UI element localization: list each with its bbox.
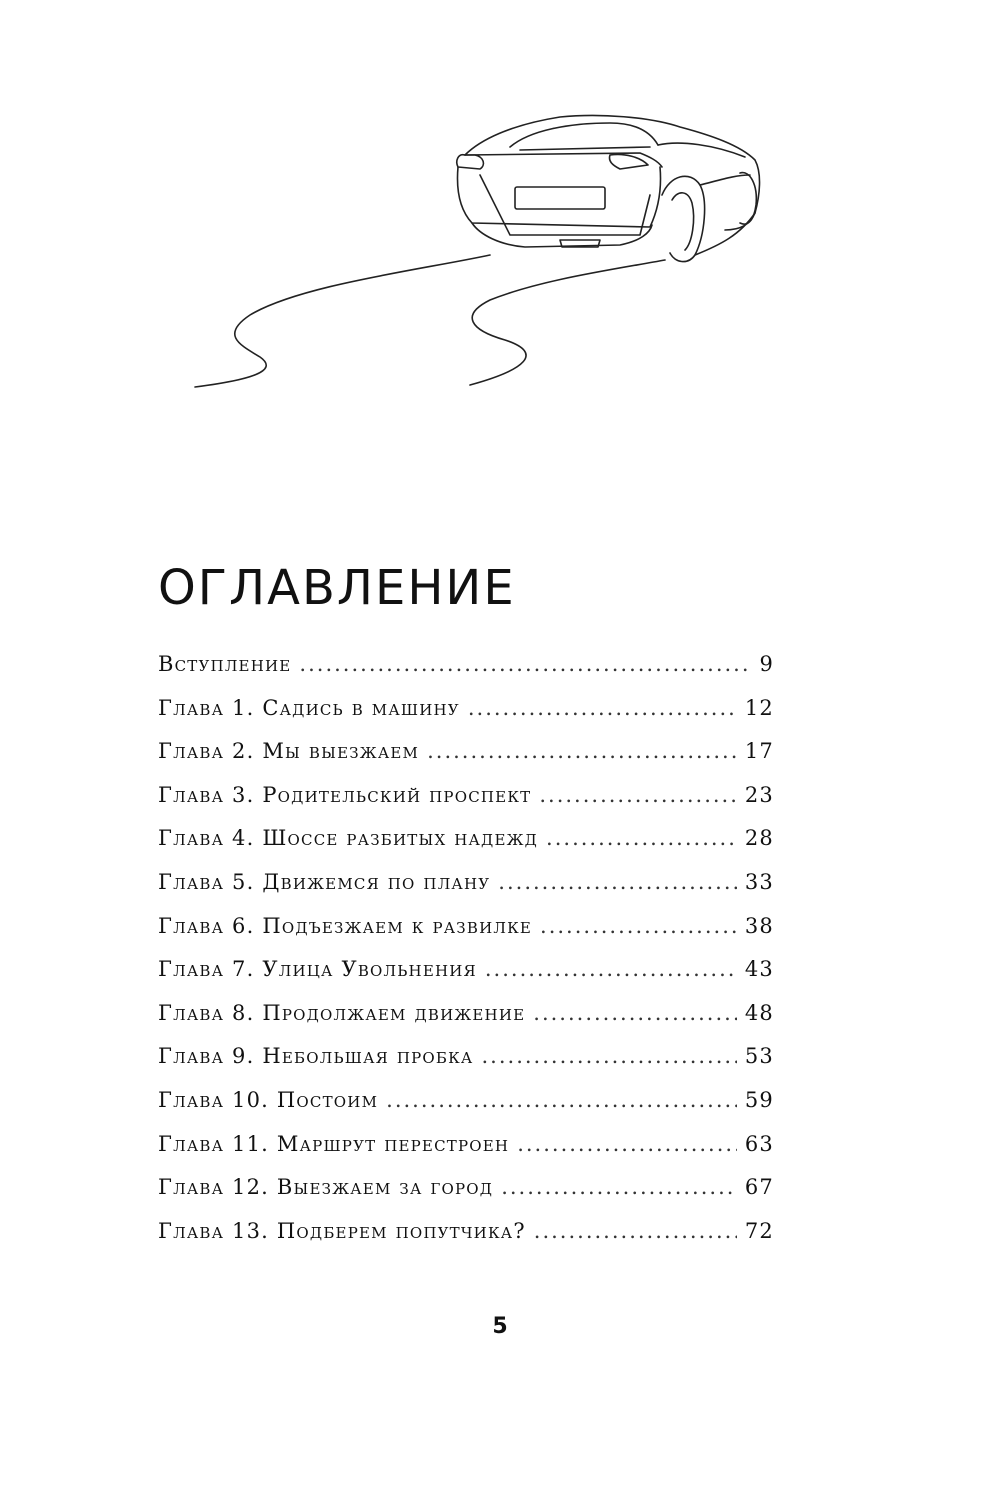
car-on-road-icon (180, 95, 780, 395)
toc-entry-label: Глава 7. Улица Увольнения (158, 957, 477, 982)
toc-entry-page: 28 (744, 826, 774, 851)
toc-entry-label: Вступление (158, 652, 292, 676)
toc-entry[interactable] (158, 696, 774, 740)
toc-entry-page: 23 (744, 782, 774, 807)
toc-entry-page: 9 (759, 652, 774, 676)
toc-entry[interactable] (158, 1175, 774, 1219)
toc-entry[interactable] (158, 826, 774, 870)
toc-entry[interactable] (158, 783, 774, 827)
dot-leader (534, 1219, 737, 1243)
dot-leader (498, 870, 737, 894)
table-of-contents (158, 652, 774, 1262)
toc-entry-label: Глава 11. Маршрут перестроен (158, 1131, 510, 1156)
toc-entry[interactable] (158, 739, 774, 783)
dot-leader (546, 826, 737, 850)
dot-leader (386, 1088, 737, 1112)
dot-leader (485, 957, 737, 981)
toc-entry[interactable] (158, 1044, 774, 1088)
toc-entry-label: Глава 6. Подъезжаем к развилке (158, 913, 533, 938)
car-road-illustration (180, 95, 780, 395)
toc-entry[interactable] (158, 652, 774, 696)
dot-leader (540, 914, 737, 938)
toc-heading: ОГЛАВЛЕНИЕ (158, 560, 516, 616)
toc-entry-page: 63 (744, 1131, 774, 1156)
toc-entry-label: Глава 5. Движемся по плану (158, 869, 491, 894)
toc-entry-page: 59 (744, 1087, 774, 1112)
page-number: 5 (492, 1314, 508, 1339)
toc-entry-page: 48 (744, 1000, 774, 1025)
toc-entry-page: 17 (744, 739, 774, 764)
dot-leader (501, 1175, 737, 1199)
toc-entry[interactable] (158, 870, 774, 914)
toc-entry-page: 72 (744, 1218, 774, 1243)
toc-entry-label: Глава 8. Продолжаем движение (158, 1000, 526, 1025)
toc-entry-page: 33 (744, 869, 774, 894)
toc-entry-page: 53 (744, 1044, 774, 1069)
toc-entry-label: Глава 9. Небольшая пробка (158, 1044, 474, 1069)
dot-leader (299, 652, 751, 676)
toc-entry[interactable] (158, 1088, 774, 1132)
toc-entry-label: Глава 2. Мы выезжаем (158, 739, 420, 764)
dot-leader (533, 1001, 737, 1025)
toc-entry-page: 38 (744, 913, 774, 938)
toc-entry-page: 67 (744, 1175, 774, 1200)
toc-entry-label: Глава 13. Подберем попутчика? (158, 1218, 526, 1243)
toc-entry-label: Глава 4. Шоссе разбитых надежд (158, 826, 539, 851)
toc-entry[interactable] (158, 957, 774, 1001)
toc-entry[interactable] (158, 914, 774, 958)
toc-entry-label: Глава 10. Постоим (158, 1087, 379, 1112)
dot-leader (468, 696, 737, 720)
toc-entry[interactable] (158, 1001, 774, 1045)
toc-entry[interactable] (158, 1219, 774, 1263)
toc-entry-label: Глава 12. Выезжаем за город (158, 1175, 494, 1200)
dot-leader (517, 1132, 737, 1156)
toc-entry-label: Глава 1. Садись в машину (158, 695, 460, 720)
toc-entry[interactable] (158, 1132, 774, 1176)
toc-entry-page: 12 (744, 695, 774, 720)
toc-entry-label: Глава 3. Родительский проспект (158, 782, 532, 807)
toc-entry-page: 43 (744, 957, 774, 982)
dot-leader (427, 739, 737, 763)
dot-leader (539, 783, 737, 807)
dot-leader (482, 1044, 737, 1068)
